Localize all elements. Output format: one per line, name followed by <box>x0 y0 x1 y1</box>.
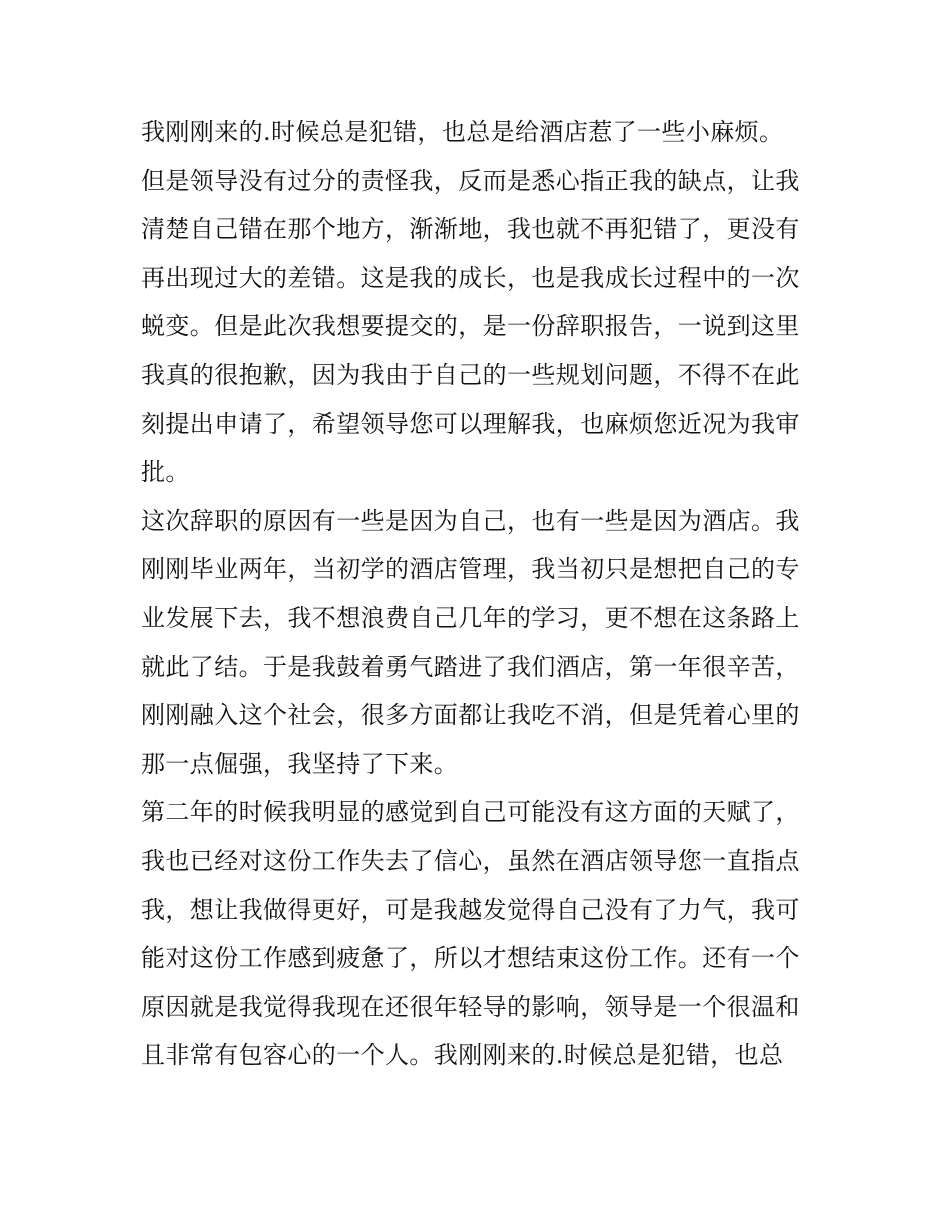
text-line: 第二年的时候我明显的感觉到自己可能没有这方面的天赋了， <box>141 798 800 827</box>
text-line: 能对这份工作感到疲惫了，所以才想结束这份工作。还有一个 <box>141 944 800 973</box>
text-line: 刻提出申请了，希望领导您可以理解我，也麻烦您近况为我审 <box>141 409 800 438</box>
text-line: 原因就是我觉得我现在还很年轻导的影响，领导是一个很温和 <box>141 992 800 1021</box>
text-line: 我也已经对这份工作失去了信心，虽然在酒店领导您一直指点 <box>141 846 800 875</box>
text-line: 刚刚融入这个社会，很多方面都让我吃不消，但是凭着心里的 <box>141 701 800 730</box>
text-line: 我真的很抱歉，因为我由于自己的一些规划问题，不得不在此 <box>141 360 800 389</box>
text-line: 业发展下去，我不想浪费自己几年的学习，更不想在这条路上 <box>141 603 800 632</box>
text-line: 批。 <box>141 458 190 487</box>
text-line: 清楚自己错在那个地方，渐渐地，我也就不再犯错了，更没有 <box>141 215 800 244</box>
text-line: 再出现过大的差错。这是我的成长，也是我成长过程中的一次 <box>141 263 800 292</box>
text-line: 但是领导没有过分的责怪我，反而是悉心指正我的缺点，让我 <box>141 166 800 195</box>
document-body <box>141 108 816 1080</box>
text-line: 这次辞职的原因有一些是因为自己，也有一些是因为酒店。我 <box>141 506 800 535</box>
text-line: 我，想让我做得更好，可是我越发觉得自己没有了力气，我可 <box>141 895 800 924</box>
text-line: 蜕变。但是此次我想要提交的，是一份辞职报告，一说到这里 <box>141 312 800 341</box>
text-line: 那一点倔强，我坚持了下来。 <box>141 749 459 778</box>
text-line: 就此了结。于是我鼓着勇气踏进了我们酒店，第一年很辛苦， <box>141 652 800 681</box>
text-line: 且非常有包容心的一个人。我刚刚来的.时候总是犯错，也总 <box>141 1041 784 1070</box>
text-line: 我刚刚来的.时候总是犯错，也总是给酒店惹了一些小麻烦。 <box>141 118 784 146</box>
text-line: 刚刚毕业两年，当初学的酒店管理，我当初只是想把自己的专 <box>141 555 800 584</box>
